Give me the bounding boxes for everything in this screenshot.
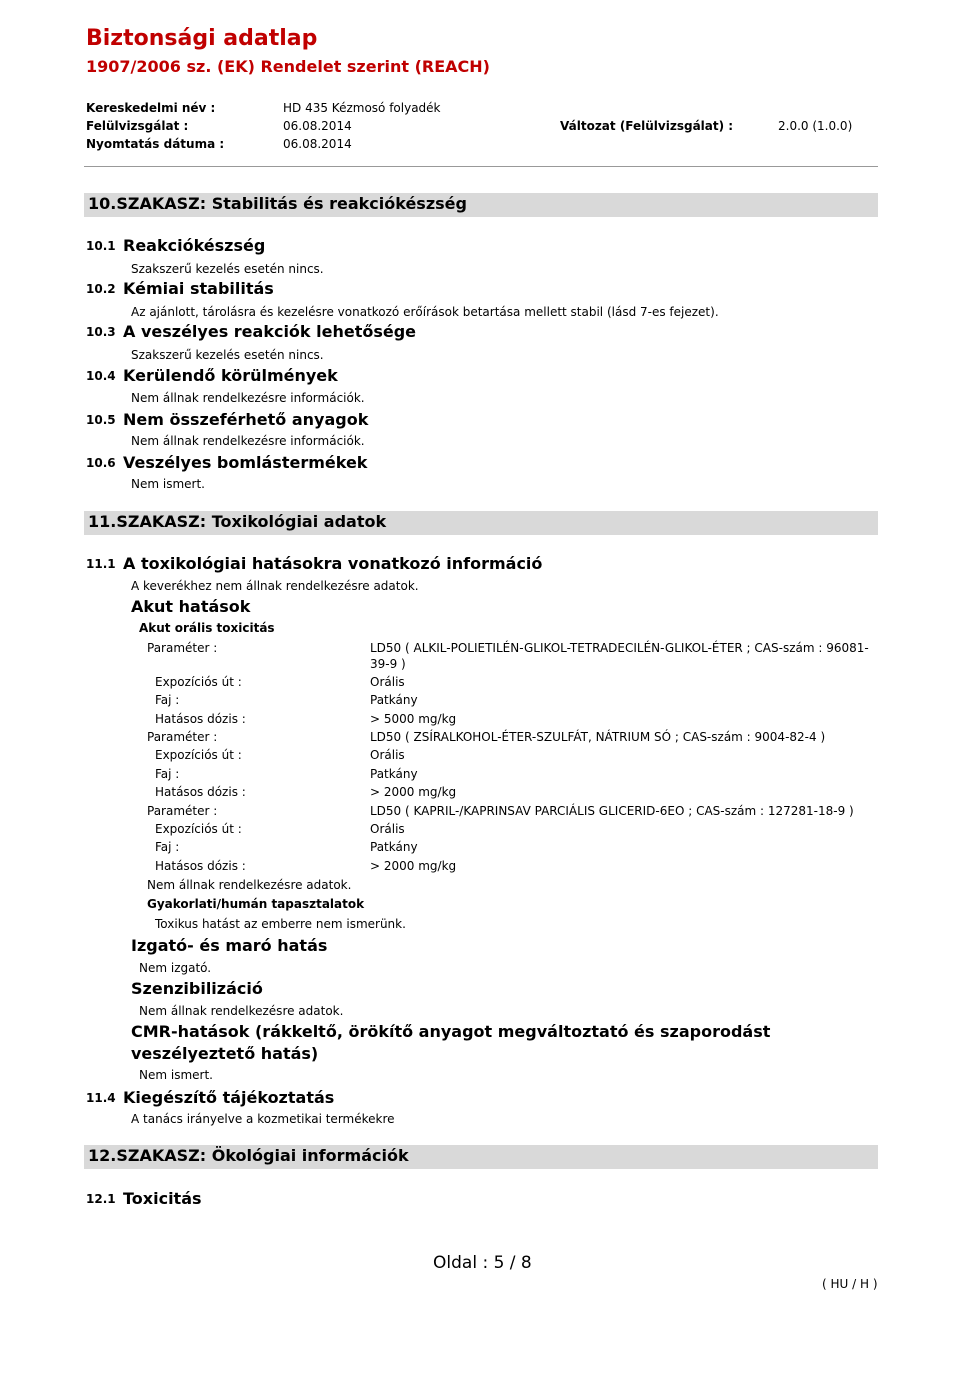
section-10-header (84, 193, 878, 217)
subsection-title: Reakciókészség (123, 236, 266, 255)
header-divider (84, 166, 878, 167)
subsection-number: 10.5 (86, 413, 116, 427)
route-value: Orális (370, 748, 405, 762)
subsection-number: 11.4 (86, 1091, 116, 1105)
section-12-title: 12.SZAKASZ: Ökológiai információk (88, 1146, 409, 1165)
parameter-value-continued: 39-9 ) (370, 657, 406, 671)
cmr-heading: CMR-hatások (rákkeltő, örökítő anyagot megváltoztató és szaporodást (131, 1022, 771, 1041)
parameter-label: Paraméter : (147, 641, 218, 655)
section-11-title: 11.SZAKASZ: Toxikológiai adatok (88, 512, 387, 531)
route-value: Orális (370, 822, 405, 836)
subsection-title: Kerülendő körülmények (123, 366, 338, 385)
section-12-header (84, 1145, 878, 1169)
cmr-heading-continued: veszélyeztető hatás) (131, 1044, 319, 1063)
subsection-text: A keverékhez nem állnak rendelkezésre adatok. (131, 579, 419, 593)
parameter-value: LD50 ( ZSÍRALKOHOL-ÉTER-SZULFÁT, NÁTRIUM SÓ ; CAS-szám : 9004-82-4 ) (370, 730, 826, 744)
route-value: Orális (370, 675, 405, 689)
subsection-title: A toxikológiai hatásokra vonatkozó információ (123, 554, 543, 573)
route-label: Expozíciós út : (155, 675, 242, 689)
route-label: Expozíciós út : (155, 748, 242, 762)
sensitisation-text: Nem állnak rendelkezésre adatok. (139, 1004, 344, 1018)
dose-value: > 2000 mg/kg (370, 785, 457, 799)
subsection-number: 10.1 (86, 239, 116, 253)
section-11-header (84, 511, 878, 535)
subsection-number: 10.3 (86, 325, 116, 339)
subsection-text: Az ajánlott, tárolásra és kezelésre vonatkozó erőírások betartása mellett stabil (lásd 7-es fejezet). (131, 305, 719, 319)
dose-label: Hatásos dózis : (155, 785, 246, 799)
subsection-text: Nem ismert. (131, 477, 205, 491)
subsection-number: 10.4 (86, 369, 116, 383)
subsection-text: Nem állnak rendelkezésre információk. (131, 391, 365, 405)
trade-name-value: HD 435 Kézmosó folyadék (283, 101, 441, 115)
version-value: 2.0.0 (1.0.0) (778, 119, 853, 133)
species-label: Faj : (155, 767, 180, 781)
print-date-label: Nyomtatás dátuma : (86, 137, 225, 151)
section-10-title: 10.SZAKASZ: Stabilitás és reakciókészség (88, 194, 467, 213)
subsection-title: Toxicitás (123, 1189, 202, 1208)
parameter-value: LD50 ( ALKIL-POLIETILÉN-GLIKOL-TETRADECILÉN-GLIKOL-ÉTER ; CAS-szám : 96081- (370, 641, 869, 655)
practical-experience-text: Toxikus hatást az emberre nem ismerünk. (155, 917, 406, 931)
subsection-title: Nem összeférhető anyagok (123, 410, 369, 429)
species-value: Patkány (370, 840, 418, 854)
language-code: ( HU / H ) (822, 1277, 878, 1291)
irritation-text: Nem izgató. (139, 961, 212, 975)
subsection-number: 12.1 (86, 1192, 116, 1206)
dose-value: > 5000 mg/kg (370, 712, 457, 726)
species-label: Faj : (155, 693, 180, 707)
subsection-text: Szakszerű kezelés esetén nincs. (131, 262, 324, 276)
subsection-text: Nem állnak rendelkezésre információk. (131, 434, 365, 448)
parameter-label: Paraméter : (147, 730, 218, 744)
species-value: Patkány (370, 767, 418, 781)
subsection-text: Szakszerű kezelés esetén nincs. (131, 348, 324, 362)
dose-label: Hatásos dózis : (155, 712, 246, 726)
dose-label: Hatásos dózis : (155, 859, 246, 873)
trade-name-label: Kereskedelmi név : (86, 101, 216, 115)
revision-label: Felülvizsgálat : (86, 119, 189, 133)
subsection-number: 11.1 (86, 557, 116, 571)
document-subtitle: 1907/2006 sz. (EK) Rendelet szerint (REACH) (86, 57, 490, 76)
subsection-title: Kiegészítő tájékoztatás (123, 1088, 335, 1107)
subsection-text: A tanács irányelve a kozmetikai termékekre (131, 1112, 395, 1126)
dose-value: > 2000 mg/kg (370, 859, 457, 873)
cmr-text: Nem ismert. (139, 1068, 213, 1082)
acute-oral-heading: Akut orális toxicitás (139, 621, 275, 635)
irritation-heading: Izgató- és maró hatás (131, 936, 328, 955)
practical-experience-heading: Gyakorlati/humán tapasztalatok (147, 897, 365, 911)
revision-value: 06.08.2014 (283, 119, 352, 133)
acute-effects-heading: Akut hatások (131, 597, 251, 616)
page-number: Oldal : 5 / 8 (433, 1253, 532, 1273)
subsection-title: A veszélyes reakciók lehetősége (123, 322, 417, 341)
route-label: Expozíciós út : (155, 822, 242, 836)
parameter-label: Paraméter : (147, 804, 218, 818)
species-value: Patkány (370, 693, 418, 707)
subsection-title: Veszélyes bomlástermékek (123, 453, 368, 472)
subsection-number: 10.6 (86, 456, 116, 470)
no-data-text: Nem állnak rendelkezésre adatok. (147, 878, 352, 892)
subsection-number: 10.2 (86, 282, 116, 296)
version-label: Változat (Felülvizsgálat) : (560, 119, 734, 133)
species-label: Faj : (155, 840, 180, 854)
subsection-title: Kémiai stabilitás (123, 279, 274, 298)
print-date-value: 06.08.2014 (283, 137, 352, 151)
document-title: Biztonsági adatlap (86, 26, 318, 51)
parameter-value: LD50 ( KAPRIL-/KAPRINSAV PARCIÁLIS GLICERID-6EO ; CAS-szám : 127281-18-9 ) (370, 804, 854, 818)
sensitisation-heading: Szenzibilizáció (131, 979, 263, 998)
